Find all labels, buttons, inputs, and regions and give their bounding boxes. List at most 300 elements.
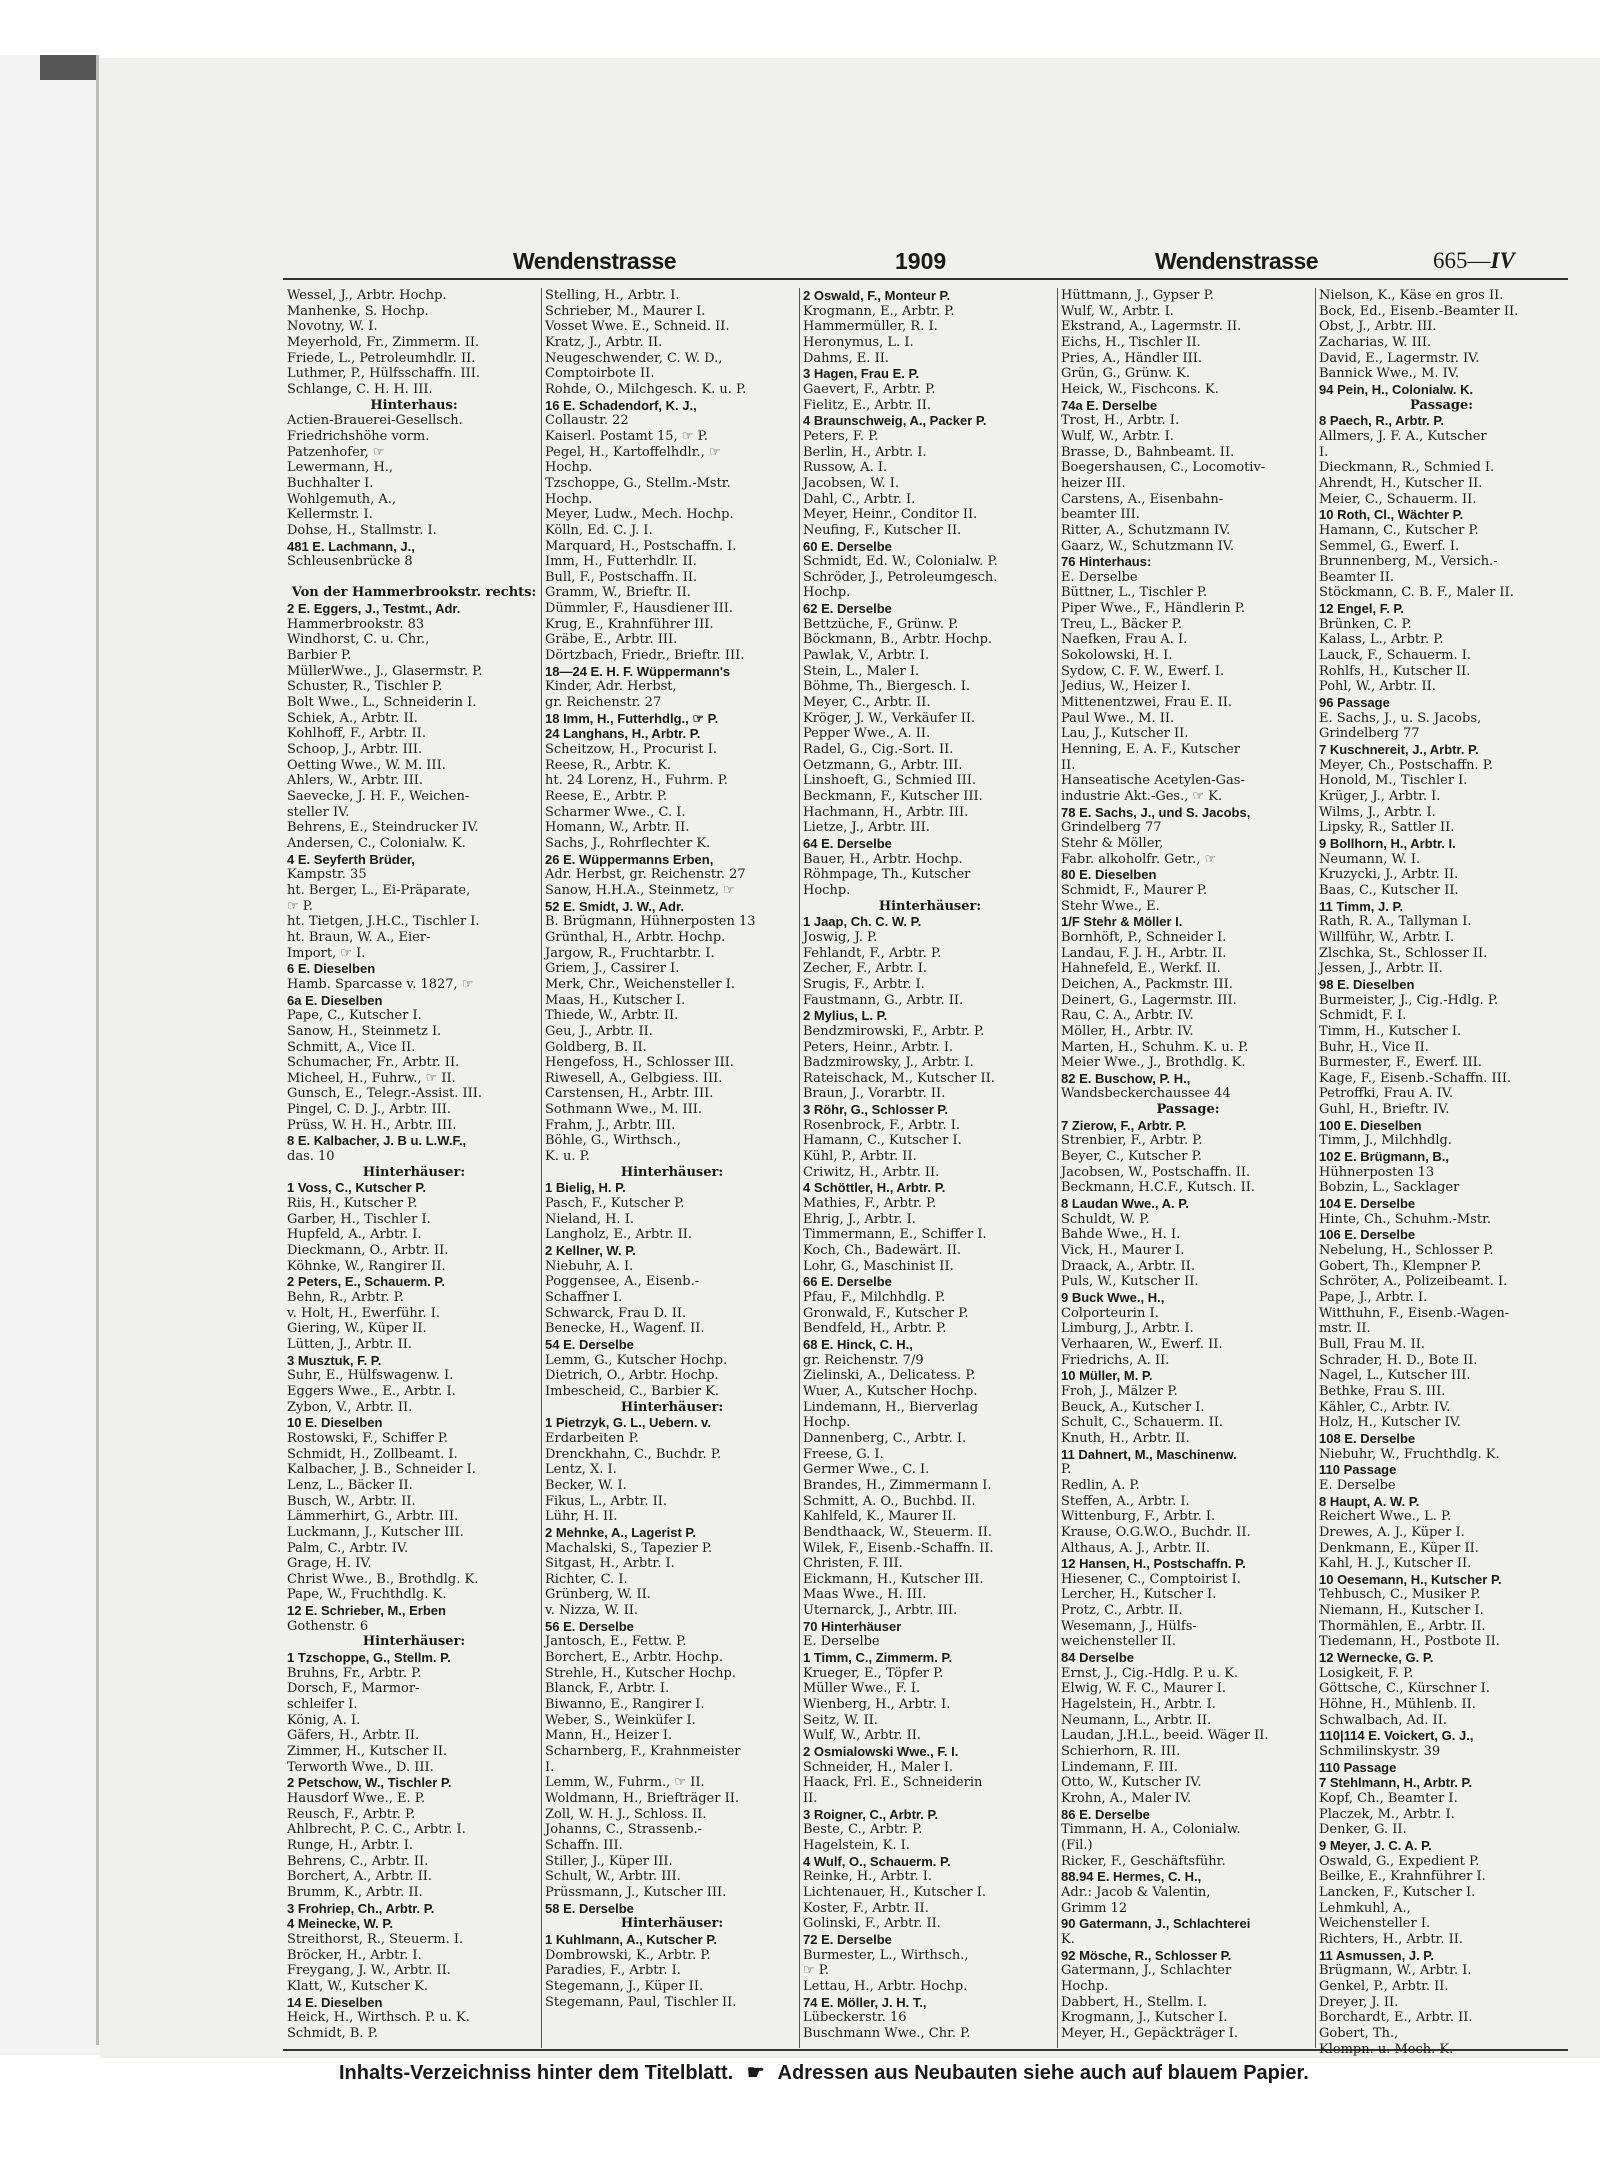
directory-entry: Jacobsen, W., Postschaffn. II. [1061, 1164, 1251, 1180]
directory-entry: Hinterhäuser: [620, 1916, 724, 1932]
directory-entry: Gunsch, E., Telegr.-Assist. III. [287, 1086, 483, 1102]
directory-entry: Schmidt, F., Maurer P. [1061, 882, 1208, 898]
directory-entry: Heick, H., Wirthsch. P. u. K. [287, 2010, 470, 2026]
directory-entry: Fikus, L., Arbtr. II. [545, 1493, 667, 1509]
page-footer [339, 2060, 1539, 2085]
directory-entry: 94 Pein, H., Colonialw. K. [1319, 381, 1474, 397]
directory-entry: Timmann, H. A., Colonialw. [1061, 1822, 1241, 1838]
footer-index-note: Inhalts-Verzeichniss hinter dem Titelblatt. [339, 2062, 734, 2084]
directory-entry: 80 E. Dieselben [1061, 867, 1157, 883]
directory-entry: Freygang, J. W., Arbtr. II. [287, 1963, 451, 1979]
directory-entry: 11 Timm, J. P. [1319, 898, 1404, 914]
directory-entry: Hachmann, H., Arbtr. III. [803, 804, 969, 820]
directory-entry: Hinterhäuser: [620, 1164, 724, 1180]
directory-entry: ht. Tietgen, J.H.C., Tischler I. [287, 914, 480, 930]
directory-entry: Bendfeld, H., Arbtr. P. [803, 1321, 947, 1337]
directory-entry: Timm, J., Milchhdlg. [1319, 1133, 1452, 1149]
directory-entry: Grindelberg 77 [1319, 726, 1420, 742]
directory-entry: Grünthal, H., Arbtr. Hochp. [545, 929, 726, 945]
directory-entry: Windhorst, C. u. Chr., [287, 632, 430, 648]
directory-entry: Ehrig, J., Arbtr. I. [803, 1211, 916, 1227]
directory-entry: II. [1061, 757, 1076, 773]
directory-entry: Prüss, W. H. H., Arbtr. III. [287, 1117, 457, 1133]
directory-entry: Rohde, O., Milchgesch. K. u. P. [545, 381, 747, 397]
directory-entry: 2 Mylius, L. P. [803, 1008, 888, 1024]
directory-entry: 4 Meinecke, W. P. [287, 1916, 393, 1932]
directory-entry: Böhme, Th., Biergesch. I. [803, 679, 970, 695]
directory-entry: Witthuhn, F., Eisenb.-Wagen- [1319, 1305, 1510, 1321]
directory-entry: Sydow, C. F. W., Ewerf. I. [1061, 663, 1225, 679]
directory-entry: Dahl, C., Arbtr. I. [803, 491, 916, 507]
directory-entry: Machalski, S., Tapezier P. [545, 1540, 713, 1556]
directory-entry: Schuldt, W. P. [1061, 1211, 1150, 1227]
page-number [1433, 248, 1515, 274]
directory-entry: 100 E. Dieselben [1319, 1117, 1422, 1133]
directory-entry: Pohl, W., Arbtr. II. [1319, 679, 1436, 695]
directory-entry: Schneider, H., Maler I. [803, 1759, 954, 1775]
directory-entry: Schmidt, H., Zollbeamt. I. [287, 1446, 458, 1462]
directory-entry: Von der Hammerbrookstr. rechts: [291, 585, 537, 601]
directory-entry: Klempn. u. Mech. K. [1319, 2041, 1454, 2057]
directory-column-3 [803, 288, 1057, 2043]
directory-entry: 1/F Stehr & Möller I. [1061, 914, 1183, 930]
directory-entry: 2 E. Eggers, J., Testmt., Adr. [287, 601, 461, 617]
directory-column-2 [545, 288, 799, 2043]
directory-entry: 14 E. Dieselben [287, 1994, 383, 2010]
directory-entry: Pfau, F., Milchhdlg. P. [803, 1290, 946, 1305]
directory-entry: Lindemann, H., Bierverlag [803, 1399, 979, 1415]
header-rule [283, 278, 1568, 280]
directory-entry: Rateischack, M., Kutscher II. [803, 1070, 995, 1086]
directory-entry: Gatermann, J., Schlachter [1061, 1963, 1232, 1979]
directory-entry: Schiek, A., Arbtr. II. [287, 710, 418, 726]
directory-entry: 2 Osmialowski Wwe., F. I. [803, 1744, 959, 1760]
directory-entry: Zacharias, W. III. [1319, 334, 1432, 350]
directory-entry: Semmel, G., Ewerf. I. [1319, 538, 1460, 554]
directory-entry: 26 E. Wüppermanns Erben, [545, 851, 714, 867]
directory-entry: Lietze, J., Arbtr. III. [803, 820, 930, 836]
directory-entry: Timmermann, E., Schiffer I. [803, 1227, 987, 1243]
directory-entry: Losigkeit, F. P. [1319, 1665, 1414, 1681]
directory-entry: 66 E. Derselbe [803, 1274, 892, 1290]
directory-entry: Honold, M., Tischler I. [1319, 773, 1468, 789]
directory-entry: Burmeister, J., Cig.-Hdlg. P. [1319, 992, 1499, 1008]
directory-entry: Wuer, A., Kutscher Hochp. [803, 1383, 978, 1399]
directory-entry: Meyer, Ludw., Mech. Hochp. [545, 507, 734, 523]
directory-entry: Allmers, J. F. A., Kutscher [1319, 428, 1487, 444]
directory-entry: 62 E. Derselbe [803, 601, 892, 617]
directory-entry [287, 570, 541, 586]
directory-entry: 92 Mösche, R., Schlosser P. [1061, 1947, 1232, 1963]
directory-entry: Wohlgemuth, A., [287, 491, 397, 507]
directory-entry: Kopf, Ch., Beamter I. [1319, 1791, 1458, 1806]
directory-entry: Hinterhaus: [370, 397, 458, 413]
directory-entry: Stehr Wwe., E. [1061, 898, 1160, 914]
directory-entry: 16 E. Schadendorf, K. J., [545, 397, 697, 413]
directory-entry: Griem, J., Cassirer I. [545, 961, 680, 977]
pointing-hand-icon: ☛ [746, 2062, 765, 2084]
directory-entry: 1 Pietrzyk, G. L., Uebern. v. [545, 1415, 711, 1431]
directory-entry: Carstensen, H., Arbtr. III. [545, 1086, 714, 1102]
directory-entry: Möller, H., Arbtr. IV. [1061, 1023, 1194, 1039]
directory-entry: Manhenke, S. Hochp. [287, 303, 429, 319]
directory-entry: P. [1061, 1462, 1072, 1478]
directory-entry: Jedius, W., Heizer I. [1061, 679, 1191, 695]
directory-entry: Freese, G. I. [803, 1446, 884, 1462]
directory-entry: Bendthaack, W., Steuerm. II. [803, 1524, 993, 1540]
column-divider [1057, 288, 1058, 2048]
directory-entry: Zecher, F., Arbtr. I. [803, 961, 927, 977]
directory-entry: E. Sachs, J., u. S. Jacobs, [1319, 710, 1482, 726]
directory-entry: Kröger, J. W., Verkäufer II. [803, 710, 976, 726]
directory-entry: Schult, C., Schauerm. II. [1061, 1415, 1224, 1431]
directory-entry: Pingel, C. D. J., Arbtr. III. [287, 1102, 452, 1118]
directory-entry: Ahlbrecht, P. C. C., Arbtr. I. [287, 1822, 466, 1838]
directory-entry: Büttner, L., Tischler P. [1061, 585, 1208, 601]
directory-year: 1909 [895, 248, 947, 274]
directory-entry: Homann, W., Arbtr. II. [545, 820, 690, 836]
directory-entry: Langholz, E., Arbtr. II. [545, 1227, 693, 1243]
directory-entry: Jessen, J., Arbtr. II. [1319, 961, 1443, 977]
directory-entry: Stein, L., Maler I. [803, 663, 920, 679]
directory-entry: Peters, F. P. [803, 428, 879, 444]
directory-entry: Nebelung, H., Schlosser P. [1319, 1243, 1494, 1259]
directory-entry: Pape, J., Arbtr. I. [1319, 1290, 1428, 1305]
directory-entry: 110 Passage [1319, 1759, 1397, 1775]
directory-entry: Drenckhahn, C., Buchdr. P. [545, 1446, 722, 1462]
directory-entry: ☞ P. [803, 1963, 830, 1979]
directory-entry: Buhr, H., Vice II. [1319, 1039, 1429, 1055]
directory-entry: 1 Timm, C., Zimmerm. P. [803, 1650, 953, 1666]
directory-entry: Wilms, J., Arbtr. I. [1319, 804, 1436, 820]
directory-entry: Riis, H., Kutscher P. [287, 1196, 418, 1212]
directory-entry: Hengefoss, H., Schlosser III. [545, 1055, 734, 1071]
directory-entry: Lipsky, R., Sattler II. [1319, 820, 1455, 836]
directory-entry: Hagelstein, K. I. [803, 1837, 910, 1853]
directory-entry: 2 Kellner, W. P. [545, 1243, 636, 1259]
directory-entry: v. Holt, H., Ewerführ. I. [287, 1305, 441, 1321]
directory-entry: Protz, C., Arbtr. II. [1061, 1603, 1183, 1619]
directory-entry: Hanseatische Acetylen-Gas- [1061, 773, 1245, 789]
directory-entry: Ernst, J., Cig.-Hdlg. P. u. K. [1061, 1665, 1239, 1681]
directory-entry: Becker, W. I. [545, 1477, 627, 1493]
directory-entry: Hagelstein, H., Arbtr. I. [1061, 1697, 1216, 1713]
directory-entry: Baas, C., Kutscher II. [1319, 882, 1459, 898]
directory-entry: Thormählen, E., Arbtr. II. [1319, 1618, 1486, 1634]
directory-entry: Niemann, H., Kutscher I. [1319, 1603, 1484, 1619]
directory-entry: Pries, A., Händler III. [1061, 350, 1203, 366]
directory-entry: Landau, F. J. H., Arbtr. II. [1061, 945, 1227, 961]
directory-entry: mstr. II. [1319, 1321, 1371, 1337]
directory-entry: 70 Hinterhäuser [803, 1618, 902, 1634]
directory-entry: Gramm, W., Brieftr. II. [545, 585, 691, 601]
column-divider [541, 288, 542, 2048]
directory-entry: Schmidt, B. P. [287, 2025, 378, 2041]
directory-entry: Bannick Wwe., M. IV. [1319, 366, 1460, 382]
directory-entry: Kellermstr. I. [287, 507, 373, 523]
directory-entry: Klatt, W., Kutscher K. [287, 1978, 429, 1994]
directory-entry: 7 Zierow, F., Arbtr. P. [1061, 1117, 1187, 1133]
directory-entry: Borchardt, E., Arbtr. II. [1319, 2010, 1473, 2026]
street-name-left: Wendenstrasse [513, 248, 677, 274]
directory-entry: Scheitzow, H., Procurist I. [545, 742, 718, 758]
directory-entry: Lindemann, F. III. [1061, 1759, 1179, 1775]
directory-entry: Ahrendt, H., Kutscher II. [1319, 475, 1483, 491]
directory-entry: Micheel, H., Fuhrw., ☞ II. [287, 1070, 456, 1086]
directory-entry: Weber, S., Weinküfer I. [545, 1712, 696, 1728]
directory-entry: 9 Bollhorn, H., Arbtr. I. [1319, 835, 1456, 851]
directory-entry: Lehmkuhl, A., [1319, 1900, 1411, 1916]
directory-entry: E. Derselbe [1319, 1477, 1396, 1493]
directory-entry: Hamann, C., Kutscher I. [803, 1133, 962, 1149]
directory-entry: Lühr, H. II. [545, 1509, 618, 1525]
directory-entry: Trost, H., Arbtr. I. [1061, 413, 1180, 429]
directory-entry: Puls, W., Kutscher II. [1061, 1274, 1199, 1290]
directory-entry: Behrens, E., Steindrucker IV. [287, 820, 479, 836]
directory-entry: Pawlak, V., Arbtr. I. [803, 648, 930, 664]
directory-entry: Hinte, Ch., Schuhm.-Mstr. [1319, 1211, 1492, 1227]
directory-entry: Gobert, Th., [1319, 2025, 1399, 2041]
directory-entry: Schleusenbrücke 8 [287, 554, 413, 570]
directory-entry: Deichen, A., Packmstr. III. [1061, 976, 1233, 992]
directory-entry: Dannenberg, C., Arbtr. I. [803, 1430, 967, 1446]
directory-entry: Pape, C., Kutscher I. [287, 1008, 422, 1024]
directory-entry: Otto, W., Kutscher IV. [1061, 1775, 1202, 1791]
directory-entry: Luckmann, J., Kutscher III. [287, 1524, 464, 1540]
directory-entry: Christ Wwe., B., Brothdlg. K. [287, 1571, 479, 1587]
directory-entry: 74a E. Derselbe [1061, 397, 1158, 413]
directory-entry: Beckmann, H.C.F., Kutsch. II. [1061, 1180, 1255, 1196]
directory-entry: Dümmler, F., Hausdiener III. [545, 601, 733, 617]
directory-entry: Hühnerposten 13 [1319, 1164, 1435, 1180]
directory-entry: Wulf, W., Arbtr. II. [803, 1728, 922, 1744]
directory-entry: 12 Hansen, H., Postschaffn. P. [1061, 1556, 1246, 1572]
directory-entry: 2 Peters, E., Schauerm. P. [287, 1274, 446, 1290]
directory-entry: ht. Berger, L., Ei-Präparate, [287, 882, 471, 898]
directory-entry: Beckmann, F., Kutscher III. [803, 789, 983, 804]
directory-entry: Pape, W., Fruchthdlg. K. [287, 1587, 447, 1603]
directory-entry: Brünken, C. P. [1319, 616, 1412, 632]
directory-entry: Hinterhäuser: [620, 1399, 724, 1415]
directory-entry: Dabbert, H., Stellm. I. [1061, 1994, 1207, 2010]
directory-entry: 3 Röhr, G., Schlosser P. [803, 1102, 948, 1118]
directory-entry: Lichtenauer, H., Kutscher I. [803, 1884, 986, 1900]
directory-entry: Schuster, R., Tischler P. [287, 679, 443, 695]
directory-entry: Scharmer Wwe., C. I. [545, 804, 686, 820]
directory-entry: 18 Imm, H., Futterhdlg., ☞ P. [545, 710, 719, 726]
directory-entry: Barbier P. [287, 648, 352, 664]
directory-entry: Bettzüche, F., Grünw. P. [803, 616, 959, 632]
directory-entry: Stegemann, J., Küper II. [545, 1978, 704, 1994]
directory-entry: Sanow, H.H.A., Steinmetz, ☞ [545, 882, 735, 898]
directory-entry: Patzenhofer, ☞ [287, 444, 385, 460]
directory-entry: Hinterhäuser: [362, 1164, 466, 1180]
directory-entry: 10 Oesemann, H., Kutscher P. [1319, 1571, 1502, 1587]
directory-entry: Schröter, A., Polizeibeamt. I. [1319, 1274, 1508, 1290]
directory-entry: Borchert, E., Arbtr. Hochp. [545, 1650, 724, 1666]
directory-entry: 2 Oswald, F., Monteur P. [803, 288, 951, 303]
page-number-roman: IV [1490, 248, 1515, 273]
directory-entry: Lettau, H., Arbtr. Hochp. [803, 1978, 968, 1994]
directory-entry: Andersen, C., Colonialw. K. [287, 835, 466, 851]
directory-entry: Redlin, A. P. [1061, 1477, 1140, 1493]
directory-entry: Koster, F., Arbtr. II. [803, 1900, 929, 1916]
directory-entry: Ahlers, W., Arbtr. III. [287, 773, 423, 789]
directory-entry: Ritter, A., Schutzmann IV. [1061, 522, 1231, 538]
directory-entry: Krause, O.G.W.O., Buchdr. II. [1061, 1524, 1251, 1540]
directory-entry: Terworth Wwe., D. III. [287, 1759, 434, 1775]
directory-entry: Joswig, J. P. [803, 929, 878, 945]
directory-entry: Steffen, A., Arbtr. I. [1061, 1493, 1190, 1509]
directory-entry: Palm, C., Arbtr. IV. [287, 1540, 409, 1556]
directory-entry: Gothenstr. 6 [287, 1618, 369, 1634]
directory-entry: Meyer, C., Arbtr. II. [803, 695, 931, 711]
directory-entry: Kohlhoff, F., Arbtr. II. [287, 726, 426, 742]
directory-entry: Tzschoppe, G., Stellm.-Mstr. [545, 475, 731, 491]
directory-entry: Blanck, F., Arbtr. I. [545, 1681, 670, 1697]
directory-entry: Knuth, H., Arbtr. II. [1061, 1430, 1190, 1446]
directory-entry: Colporteurin I. [1061, 1305, 1159, 1321]
directory-entry: Hahnefeld, E., Werkf. II. [1061, 961, 1221, 977]
directory-entry: Christen, F. III. [803, 1556, 903, 1572]
directory-entry: Hochp. [545, 491, 593, 507]
directory-entry: Meier, C., Schauerm. II. [1319, 491, 1477, 507]
directory-entry: Dietrich, O., Arbtr. Hochp. [545, 1368, 719, 1384]
directory-entry: Fabr. alkoholfr. Getr., ☞ [1061, 851, 1217, 867]
directory-entry: Sokolowski, H. I. [1061, 648, 1173, 664]
directory-column-4 [1061, 288, 1315, 2043]
directory-entry: 1 Bielig, H. P. [545, 1180, 626, 1196]
directory-entry: Lercher, H., Kutscher I. [1061, 1587, 1217, 1603]
directory-entry: E. Derselbe [1061, 569, 1138, 585]
directory-entry: 12 E. Schrieber, M., Erben [287, 1603, 446, 1619]
directory-entry: 90 Gatermann, J., Schlachterei [1061, 1916, 1251, 1932]
directory-entry: Braun, J., Vorarbtr. II. [803, 1086, 946, 1102]
directory-entry: Rostowski, F., Schiffer P. [287, 1430, 449, 1446]
directory-entry: Schierhorn, R. III. [1061, 1744, 1181, 1760]
directory-entry: Buchhalter I. [287, 475, 374, 491]
directory-entry: Imbescheid, C., Barbier K. [545, 1383, 720, 1399]
directory-entry: Schröder, J., Petroleumgesch. [803, 569, 998, 585]
directory-entry: Müller Wwe., F. I. [803, 1681, 921, 1697]
directory-entry: Ricker, F., Geschäftsführ. [1061, 1853, 1226, 1869]
directory-entry: Kahlfeld, K., Maurer II. [803, 1509, 957, 1525]
directory-entry: 76 Hinterhaus: [1061, 554, 1152, 570]
directory-entry: weichensteller II. [1061, 1634, 1177, 1650]
directory-entry: Lemm, W., Fuhrm., ☞ II. [545, 1775, 705, 1791]
directory-entry: Fielitz, E., Arbtr. II. [803, 397, 932, 413]
directory-entry: Willführ, W., Arbtr. I. [1319, 929, 1455, 945]
directory-entry: Schaffner I. [545, 1290, 623, 1305]
directory-entry: Bock, Ed., Eisenb.-Beamter II. [1319, 303, 1519, 319]
directory-entry: I. [545, 1759, 555, 1775]
directory-entry: Krogmann, E., Arbtr. P. [803, 303, 955, 319]
directory-entry: K. u. P. [545, 1149, 590, 1165]
directory-entry: 96 Passage [1319, 695, 1390, 711]
directory-entry: 11 Dahnert, M., Maschinenw. [1061, 1446, 1237, 1462]
directory-entry: Schult, W., Arbtr. III. [545, 1869, 681, 1885]
directory-entry: Saevecke, J. H. F., Weichen- [287, 789, 470, 804]
directory-entry: Hammermüller, R. I. [803, 319, 938, 335]
directory-entry: Boegershausen, C., Locomotiv- [1061, 460, 1266, 476]
directory-entry: Guhl, H., Brieftr. IV. [1319, 1102, 1450, 1118]
directory-entry: Russow, A. I. [803, 460, 888, 476]
directory-entry: Kampstr. 35 [287, 867, 367, 883]
directory-entry: Schmidt, Ed. W., Colonialw. P. [803, 554, 998, 570]
directory-entry: Hausdorf Wwe., E. P. [287, 1791, 426, 1806]
directory-entry: Sanow, H., Steinmetz I. [287, 1023, 442, 1039]
directory-entry: 110|114 E. Voickert, G. J., [1319, 1728, 1474, 1744]
directory-entry: Reinke, H., Arbtr. I. [803, 1869, 933, 1885]
directory-page [100, 58, 1600, 2084]
directory-entry: 54 E. Derselbe [545, 1336, 634, 1352]
directory-entry: Krug, E., Krahnführer III. [545, 616, 714, 632]
directory-entry: 10 E. Dieselben [287, 1415, 383, 1431]
directory-entry: Burmester, F., Ewerf. III. [1319, 1055, 1482, 1071]
directory-entry: Beuck, A., Kutscher I. [1061, 1399, 1205, 1415]
directory-entry: Dreyer, J. II. [1319, 1994, 1399, 2010]
directory-entry: Burmester, L., Wirthsch., [803, 1947, 969, 1963]
directory-entry: Meyer, Heinr., Conditor II. [803, 507, 978, 523]
directory-entry: Dieckmann, R., Schmied I. [1319, 460, 1495, 476]
directory-entry: Luthmer, P., Hülfsschaffn. III. [287, 366, 481, 382]
directory-column-5 [1319, 288, 1564, 2057]
directory-entry: Dahms, E. II. [803, 350, 889, 366]
directory-entry: 56 E. Derselbe [545, 1618, 634, 1634]
directory-entry: Althaus, A. J., Arbtr. II. [1061, 1540, 1211, 1556]
directory-entry: Placzek, M., Arbtr. I. [1319, 1806, 1455, 1822]
directory-entry: Novotny, W. I. [287, 319, 378, 335]
directory-entry: Buschmann Wwe., Chr. P. [803, 2025, 971, 2041]
column-divider [1315, 288, 1316, 2048]
directory-entry: I. [1319, 444, 1329, 460]
directory-entry: Lentz, X. I. [545, 1462, 617, 1478]
directory-entry: gr. Reichenstr. 7/9 [803, 1352, 924, 1368]
directory-entry: Schaffn. III. [545, 1837, 623, 1853]
directory-entry: Dieckmann, O., Arbtr. II. [287, 1243, 449, 1259]
directory-entry: Giering, W., Küper II. [287, 1321, 427, 1337]
directory-entry: (Fil.) [1061, 1837, 1093, 1853]
directory-entry: 12 Engel, F. P. [1319, 601, 1405, 617]
directory-entry: 4 E. Seyferth Brüder, [287, 851, 415, 867]
directory-entry: B. Brügmann, Hühnerposten 13 [545, 914, 756, 930]
directory-entry: E. Derselbe [803, 1634, 880, 1650]
directory-entry: Oetting Wwe., W. M. III. [287, 757, 446, 773]
directory-entry: Runge, H., Arbtr. I. [287, 1837, 414, 1853]
directory-entry: gr. Reichenstr. 27 [545, 695, 662, 711]
directory-entry: Suhr, E., Hülfswagenw. I. [287, 1368, 454, 1384]
directory-entry: Sachs, J., Rohrflechter K. [545, 835, 711, 851]
directory-entry: 78 E. Sachs, J., und S. Jacobs, [1061, 804, 1251, 820]
directory-entry: Stehr & Möller, [1061, 835, 1164, 851]
directory-entry: 3 Frohriep, Ch., Arbtr. P. [287, 1900, 435, 1916]
directory-entry: Carstens, A., Eisenbahn- [1061, 491, 1224, 507]
directory-entry: Bornhöft, P., Schneider I. [1061, 929, 1227, 945]
directory-entry: Reichert Wwe., L. P. [1319, 1509, 1452, 1525]
directory-entry: Naefken, Frau A. I. [1061, 632, 1188, 648]
directory-entry: 2 Petschow, W., Tischler P. [287, 1775, 452, 1791]
directory-entry: Marquard, H., Postschaffn. I. [545, 538, 737, 554]
directory-entry: Lübeckerstr. 16 [803, 2010, 907, 2026]
directory-entry: 58 E. Derselbe [545, 1900, 634, 1916]
directory-entry: Meyer, Ch., Postschaffn. P. [1319, 757, 1493, 773]
directory-entry: Eickmann, H., Kutscher III. [803, 1571, 984, 1587]
directory-entry: Eggers Wwe., E., Arbtr. I. [287, 1383, 456, 1399]
directory-entry: Verhaaren, W., Ewerf. II. [1061, 1336, 1223, 1352]
directory-entry: Neumann, W. I. [1319, 851, 1421, 867]
directory-entry: Scharnberg, F., Krahnmeister [545, 1744, 741, 1760]
directory-entry: Böhle, G., Wirthsch., [545, 1133, 681, 1149]
